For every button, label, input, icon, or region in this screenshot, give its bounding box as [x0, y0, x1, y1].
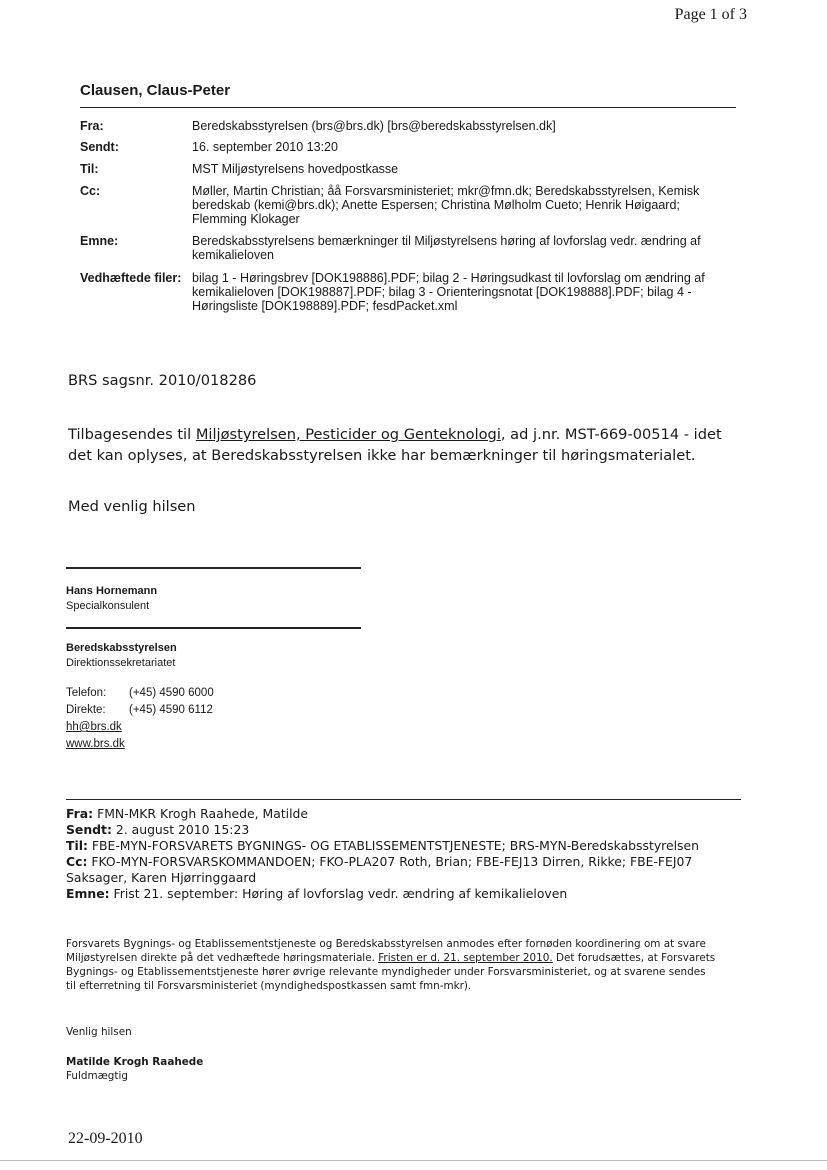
- fwd-subject-line: [66, 886, 741, 902]
- cc-value: Møller, Martin Christian; åå Forsvarsministeriet; mkr@fmn.dk; Beredskabsstyrelsen, Kemisk beredskab (kemi@brs.dk); Anette Espersen; Christina Mølholm Cueto; Henrik Høigaard; Flemming Klokager: [192, 184, 700, 226]
- greeting: Med venlig hilsen: [68, 498, 196, 515]
- signature-divider-1: [66, 567, 361, 569]
- forward-divider: [66, 799, 741, 800]
- direct-label: Direkte:: [66, 704, 106, 716]
- signer-org: Beredskabsstyrelsen: [66, 642, 177, 654]
- cc-label: Cc:: [80, 184, 101, 198]
- fwd-from-line: [66, 806, 741, 822]
- sent-value: 16. september 2010 13:20: [192, 140, 338, 154]
- forwarded-header: [66, 806, 741, 902]
- body-paragraph: [68, 424, 740, 466]
- phone-value: (+45) 4590 6000: [129, 687, 214, 699]
- fwd-to-line: [66, 838, 741, 854]
- fwd-from-value: FMN-MKR Krogh Raahede, Matilde: [97, 806, 309, 821]
- print-date: 22-09-2010: [68, 1130, 143, 1147]
- email-link[interactable]: hh@brs.dk: [66, 721, 122, 733]
- fwd-sent-label: Sendt:: [66, 822, 112, 837]
- fwd-cc-label: Cc:: [66, 854, 88, 869]
- from-value: Beredskabsstyrelsen (brs@brs.dk) [brs@beredskabsstyrelsen.dk]: [192, 119, 556, 133]
- fwd-greeting: Venlig hilsen: [66, 1026, 132, 1038]
- attachments-value: bilag 1 - Høringsbrev [DOK198886].PDF; bilag 2 - Høringsudkast til lovforslag om ændring af kemikalieloven [DOK198887].PDF; bilag 3 - Orienteringsnotat [DOK198888].PDF; bilag 4 - Høringsliste [DOK198889].PDF; fesdPacket.xml: [192, 271, 705, 313]
- fwd-from-label: Fra:: [66, 806, 94, 821]
- mailbox-owner: Clausen, Claus-Peter: [80, 82, 231, 99]
- to-label: Til:: [80, 162, 99, 176]
- fwd-cc-line: [66, 854, 741, 886]
- signer-title: Specialkonsulent: [66, 600, 150, 612]
- from-label: Fra:: [80, 119, 104, 133]
- fwd-body-start: Forsvarets Bygnings- og Etablissementstjeneste og Beredskabsstyrelsen anmodes efter fornøden koordinering om at svare Miljøstyrelsen direkte på det vedhæftede høringsmateriale.: [66, 938, 706, 964]
- website-link[interactable]: www.brs.dk: [66, 738, 125, 750]
- sent-label: Sendt:: [80, 140, 119, 154]
- subject-value: Beredskabsstyrelsens bemærkninger til Miljøstyrelsens høring af lovforslag vedr. ændring af kemikalieloven: [192, 234, 701, 262]
- body-text-start: Tilbagesendes til: [68, 426, 196, 443]
- to-value: MST Miljøstyrelsens hovedpostkasse: [192, 162, 399, 176]
- forwarded-body: [66, 937, 716, 993]
- fwd-cc-value: FKO-MYN-FORSVARSKOMMANDOEN; FKO-PLA207 Roth, Brian; FBE-FEJ13 Dirren, Rikke; FBE-FEJ07 Saksager, Karen Hjørringgaard: [66, 854, 693, 885]
- subject-label: Emne:: [80, 234, 119, 248]
- fwd-sent-line: [66, 822, 741, 838]
- body-text-end: , ad j.nr. MST-669-00514 - idet det kan oplyses, at Beredskabsstyrelsen ikke har bemærkninger til høringsmaterialet.: [68, 426, 722, 464]
- signature-divider-2: [66, 627, 361, 629]
- fwd-subject-value: Frist 21. september: Høring af lovforslag vedr. ændring af kemikalieloven: [113, 886, 568, 901]
- footer-edge: [0, 1160, 827, 1161]
- fwd-deadline: Fristen er d. 21. september 2010.: [378, 952, 553, 964]
- agency-link[interactable]: Miljøstyrelsen, Pesticider og Genteknologi: [195, 426, 501, 443]
- attachments-label: Vedhæftede filer:: [80, 271, 182, 285]
- page-number: Page 1 of 3: [674, 6, 747, 23]
- case-number: BRS sagsnr. 2010/018286: [68, 372, 257, 389]
- fwd-to-label: Til:: [66, 838, 88, 853]
- header-divider: [80, 107, 736, 108]
- fwd-sent-value: 2. august 2010 15:23: [115, 822, 250, 837]
- fwd-subject-label: Emne:: [66, 886, 110, 901]
- fwd-sender-name: Matilde Krogh Raahede: [66, 1056, 204, 1068]
- signer-department: Direktionssekretariatet: [66, 657, 176, 669]
- fwd-sender-title: Fuldmægtig: [66, 1070, 128, 1082]
- phone-label: Telefon:: [66, 687, 107, 699]
- fwd-to-value: FBE-MYN-FORSVARETS BYGNINGS- OG ETABLISSEMENTSTJENESTE; BRS-MYN-Beredskabsstyrelsen: [91, 838, 699, 853]
- fwd-body-end: Det forudsættes, at Forsvarets Bygnings- og Etablissementstjeneste hører øvrige relevante myndigheder under Forsvarsministeriet, og at svarene sendes til efterretning til Forsvarsministeriet (myndighedspostkassen samt fmn-mkr).: [66, 952, 716, 992]
- signer-name: Hans Hornemann: [66, 585, 158, 597]
- direct-value: (+45) 4590 6112: [129, 704, 213, 716]
